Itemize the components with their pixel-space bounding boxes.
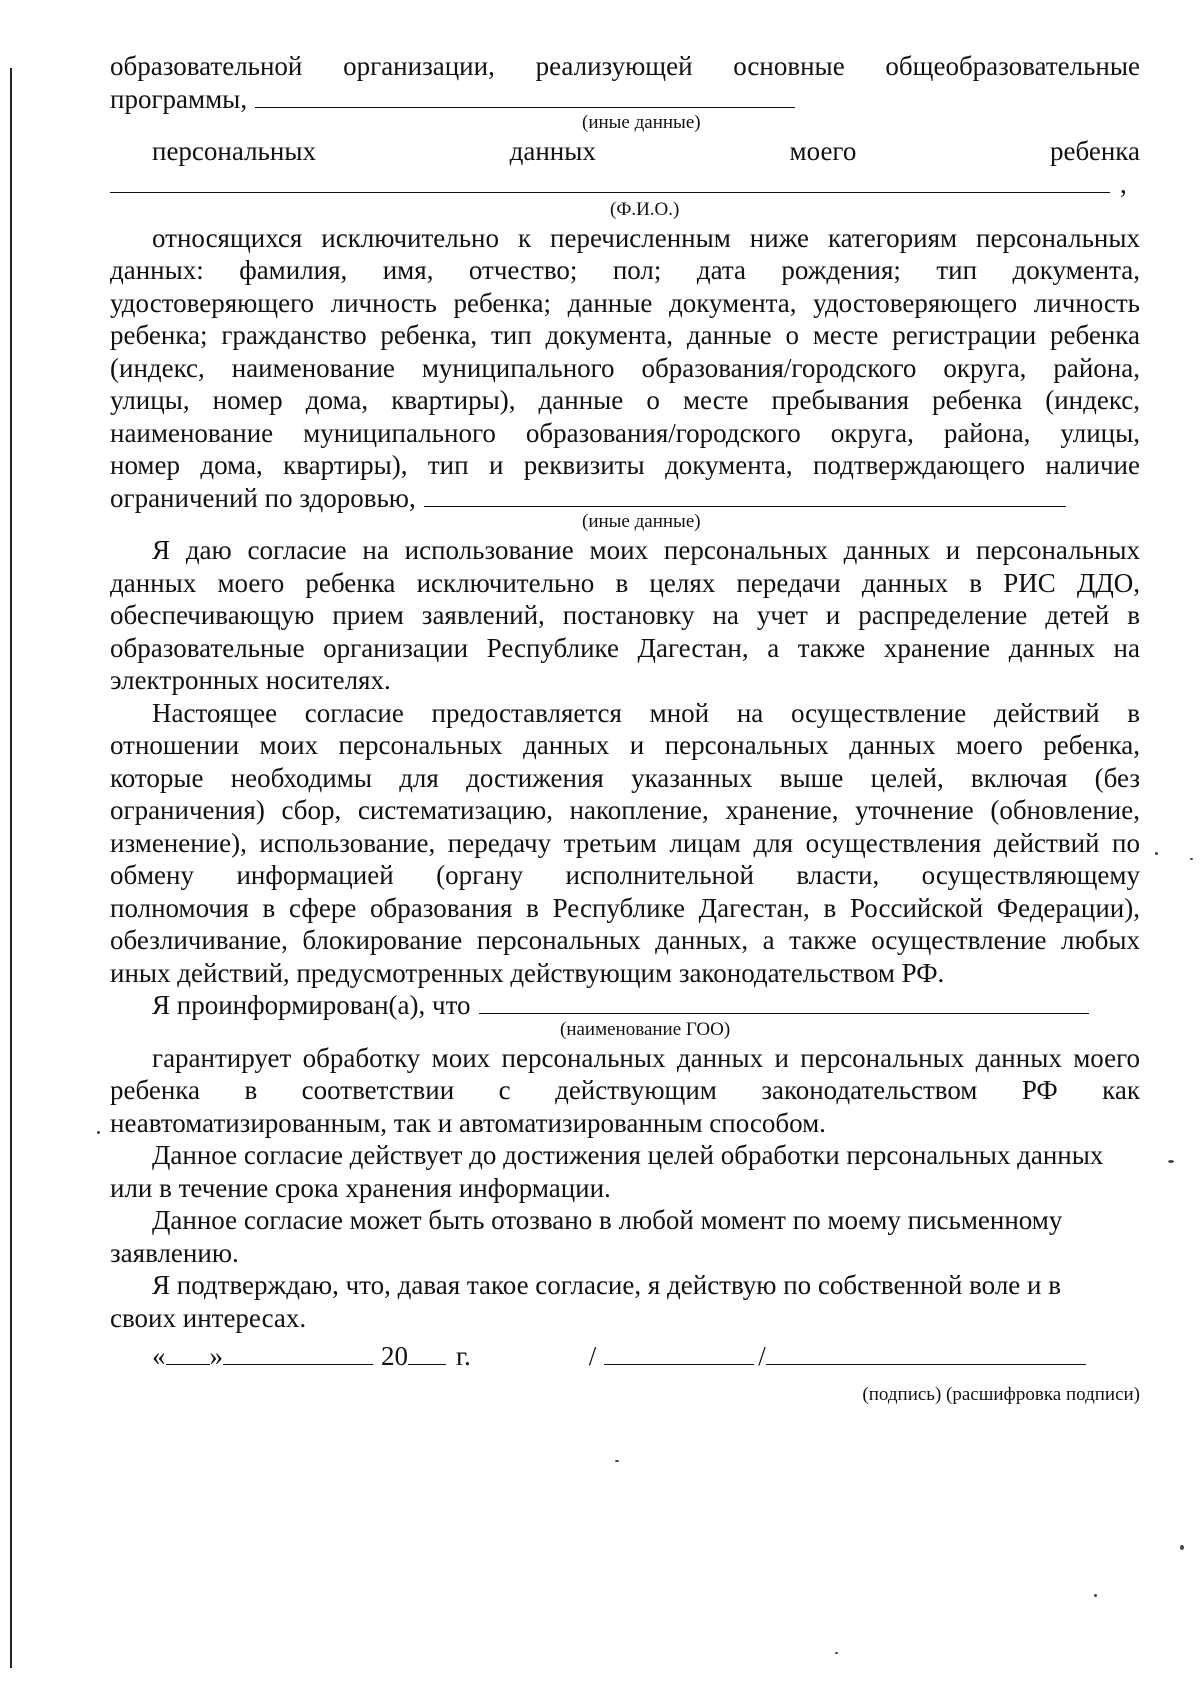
quote-open: «: [152, 1341, 166, 1371]
caption-other-data-1: (иные данные): [582, 112, 701, 133]
health-line: [110, 482, 1140, 515]
text-line: полномочия в сфере образования в Республике Дагестан, в Российской Федерации),: [110, 892, 1140, 923]
text-line: Я проинформирован(а), что: [152, 990, 471, 1020]
scan-speck: [1168, 1160, 1174, 1163]
page-edge-line: [10, 68, 12, 1668]
scan-speck: [1190, 858, 1193, 860]
year-suffix: г.: [456, 1341, 471, 1371]
scan-speck: [835, 1652, 838, 1654]
signature-caption: (подпись) (расшифровка подписи): [862, 1383, 1140, 1405]
text-line: обезличивание, блокирование персональных данных, а также осуществление любых: [110, 925, 1140, 955]
text-line: которые необходимы для достижения указанных выше целей, включая (без: [110, 762, 1140, 793]
text-line: удостоверяющего личность ребенка; данные документа, удостоверяющего личность: [110, 287, 1140, 318]
text-line: наименование муниципального образования/городского округа, района, улицы,: [110, 417, 1140, 448]
slash-2: /: [758, 1341, 766, 1371]
day-field[interactable]: [166, 1342, 210, 1365]
text-line: относящихся исключительно к перечисленным ниже категориям персональных: [152, 222, 1140, 253]
text-line: своих интересах.: [110, 1302, 307, 1333]
child-fio-field[interactable]: [110, 170, 1110, 193]
text-line: иных действий, предусмотренных действующим законодательством РФ.: [110, 957, 945, 988]
scan-speck: [615, 1460, 619, 1462]
text-line: неавтоматизированным, так и автоматизированным способом.: [110, 1107, 826, 1138]
informed-line: [110, 989, 1140, 1022]
scan-speck: [1180, 1545, 1184, 1550]
month-field[interactable]: [223, 1342, 373, 1365]
signature-field[interactable]: [604, 1342, 754, 1365]
text-line: программы,: [110, 83, 248, 114]
date-signature-row: [110, 1340, 1140, 1373]
child-name-line: [110, 168, 1140, 202]
text-line: Я подтверждаю, что, давая такое согласие, я действую по собственной воле и в: [152, 1270, 1061, 1300]
text-line: улицы, номер дома, квартиры), данные о месте пребывания ребенка (индекс,: [110, 385, 1140, 415]
text-line: заявлению.: [110, 1237, 239, 1268]
other-data-field-2[interactable]: [424, 484, 1066, 507]
quote-close: »: [209, 1341, 223, 1371]
text-line: Данное согласие может быть отозвано в любой момент по моему письменному: [152, 1205, 1063, 1235]
text-line: ограничений по здоровью,: [110, 482, 416, 513]
year-field[interactable]: [408, 1342, 446, 1365]
text-line: ребенка; гражданство ребенка, тип документа, данные о месте регистрации ребенка: [110, 320, 1140, 350]
text-line: гарантирует обработку моих персональных данных и персональных данных моего: [152, 1042, 1140, 1073]
text-line: образовательной организации, реализующей основные общеобразовательные: [110, 51, 1140, 81]
comma: ,: [1120, 168, 1127, 199]
text-line: отношении моих персональных данных и персональных данных моего ребенка,: [110, 730, 1140, 760]
caption-other-data-2: (иные данные): [582, 511, 701, 532]
goo-name-field[interactable]: [479, 991, 1089, 1014]
year-prefix: 20: [381, 1341, 408, 1371]
text-line: обмену информацией (органу исполнительной власти, осуществляющему: [110, 860, 1140, 890]
scan-speck: [1094, 1594, 1097, 1597]
text-line: обеспечивающую прием заявлений, постановку на учет и распределение детей в: [110, 600, 1140, 630]
scan-speck: [97, 1131, 100, 1134]
consent-document: [110, 50, 1140, 1411]
caption-goo: (наименование ГОО): [560, 1018, 731, 1040]
text-line: номер дома, квартиры), тип и реквизиты документа, подтверждающего наличие: [110, 450, 1140, 480]
text-line: Я даю согласие на использование моих персональных данных и персональных: [152, 535, 1140, 565]
caption-fio: (Ф.И.О.): [610, 198, 680, 220]
slash-1: /: [588, 1341, 597, 1371]
text-line: Настоящее согласие предоставляется мной на осуществление действий в: [152, 697, 1140, 728]
scan-speck: [1155, 852, 1158, 855]
text-line: электронных носителях.: [110, 665, 391, 695]
other-data-field-1[interactable]: [255, 85, 795, 108]
text-line: персональных данных моего ребенка: [152, 136, 1140, 166]
text-line: (индекс, наименование муниципального образования/городского округа, района,: [110, 352, 1140, 383]
text-line: образовательные организации Республике Дагестан, а также хранение данных на: [110, 632, 1140, 663]
text-line: или в течение срока хранения информации.: [110, 1172, 611, 1203]
text-line: ребенка в соответствии с действующим законодательством РФ как: [110, 1075, 1140, 1105]
text-line: Данное согласие действует до достижения целей обработки персональных данных: [152, 1140, 1104, 1170]
programs-line: [110, 83, 1140, 116]
text-line: данных: фамилия, имя, отчество; пол; дата рождения; тип документа,: [110, 255, 1140, 285]
text-line: изменение), использование, передачу третьим лицам для осуществления действий по: [110, 827, 1140, 858]
text-line: ограничения) сбор, систематизацию, накопление, хранение, уточнение (обновление,: [110, 795, 1140, 825]
text-line: данных моего ребенка исключительно в целях передачи данных в РИС ДДО,: [110, 567, 1140, 598]
signature-decoding-field[interactable]: [766, 1342, 1086, 1365]
